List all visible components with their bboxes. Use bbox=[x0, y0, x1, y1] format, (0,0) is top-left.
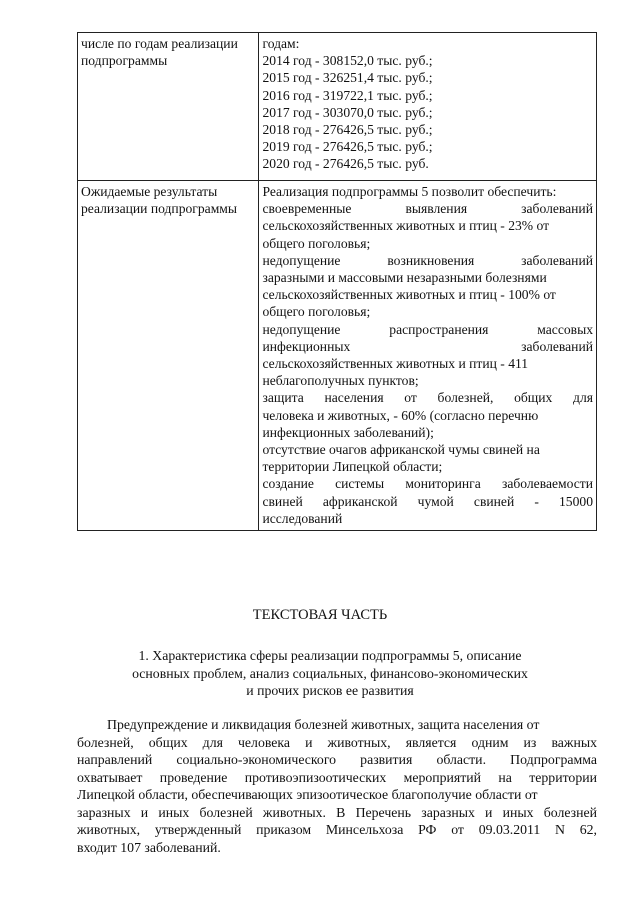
table-row-expected-results bbox=[78, 181, 597, 531]
value-line: Реализация подпрограммы 5 позволит обеспечить: bbox=[262, 184, 557, 199]
value-line: недопущение возникновения заболеваний bbox=[262, 252, 593, 268]
value-line: инфекционных заболеваний); bbox=[262, 424, 434, 440]
subprogram-passport-table bbox=[77, 32, 597, 531]
value-line: недопущение распространения массовых bbox=[262, 321, 593, 337]
value-line: 2016 год - 319722,1 тыс. руб.; bbox=[262, 87, 433, 103]
row-value-expected-results bbox=[259, 181, 597, 531]
value-line: инфекционных заболеваний bbox=[262, 338, 593, 354]
value-line: заразными и массовыми незаразными болезнями bbox=[262, 270, 547, 286]
table-row-funding bbox=[78, 33, 597, 181]
heading-line: 1. Характеристика сферы реализации подпрограммы 5, описание bbox=[138, 648, 522, 663]
label-line: реализации подпрограммы bbox=[81, 201, 238, 217]
value-line: общего поголовья; bbox=[262, 304, 371, 320]
paragraph-line: направлений социально-экономического развития области. Подпрограмма bbox=[77, 752, 597, 767]
section-title: ТЕКСТОВАЯ ЧАСТЬ bbox=[252, 607, 388, 623]
paragraph-line: болезней, общих для человека и животных, является одним из важных bbox=[77, 734, 597, 750]
paragraph-line: входит 107 заболеваний. bbox=[77, 839, 221, 855]
value-line: 2019 год - 276426,5 тыс. руб.; bbox=[262, 139, 433, 155]
label-line: подпрограммы bbox=[81, 53, 168, 69]
heading-line: и прочих рисков ее развития bbox=[246, 683, 414, 698]
paragraph-line: Предупреждение и ликвидация болезней животных, защита населения от bbox=[107, 717, 540, 732]
row-label-expected-results bbox=[78, 181, 259, 531]
value-line: сельскохозяйственных животных и птиц - 411 bbox=[262, 356, 529, 372]
value-line: исследований bbox=[262, 510, 343, 526]
value-line: свиней африканской чумой свиней - 15000 bbox=[262, 493, 593, 509]
paragraph-line: охватывает проведение противоэпизоотических мероприятий на территории bbox=[77, 769, 597, 785]
value-line: 2017 год - 303070,0 тыс. руб.; bbox=[262, 104, 433, 120]
value-line: человека и животных, - 60% (согласно перечню bbox=[262, 407, 539, 423]
row-value-funding bbox=[259, 33, 597, 181]
value-line: 2014 год - 308152,0 тыс. руб.; bbox=[262, 53, 433, 69]
value-line: защита населения от болезней, общих для bbox=[262, 390, 593, 406]
value-line: годам: bbox=[262, 36, 300, 51]
value-line: 2015 год - 326251,4 тыс. руб.; bbox=[262, 70, 433, 86]
label-line: Ожидаемые результаты bbox=[81, 184, 218, 199]
value-line: создание системы мониторинга заболеваемости bbox=[262, 476, 593, 492]
label-line: числе по годам реализации bbox=[81, 36, 238, 51]
body-paragraph bbox=[77, 716, 597, 856]
value-line: 2020 год - 276426,5 тыс. руб. bbox=[262, 156, 429, 172]
value-line: неблагополучных пунктов; bbox=[262, 373, 419, 389]
value-line: территории Липецкой области; bbox=[262, 459, 443, 475]
chapter-heading bbox=[120, 647, 540, 700]
heading-line: основных проблем, анализ социальных, финансово-экономических bbox=[132, 665, 528, 681]
paragraph-line: животных, утвержденный приказом Минсельхоза РФ от 09.03.2011 N 62, bbox=[77, 822, 597, 837]
value-line: сельскохозяйственных животных и птиц - 100% от bbox=[262, 287, 556, 303]
row-label-funding bbox=[78, 33, 259, 181]
paragraph-line: Липецкой области, обеспечивающих эпизоотическое благополучие области от bbox=[77, 787, 538, 802]
paragraph-line: заразных и иных болезней животных. В Перечень заразных и иных болезней bbox=[77, 804, 597, 820]
value-line: сельскохозяйственных животных и птиц - 23% от bbox=[262, 218, 550, 234]
value-line: 2018 год - 276426,5 тыс. руб.; bbox=[262, 122, 433, 138]
value-line: общего поголовья; bbox=[262, 235, 371, 251]
value-line: своевременные выявления заболеваний bbox=[262, 201, 593, 217]
value-line: отсутствие очагов африканской чумы свиней на bbox=[262, 442, 540, 458]
